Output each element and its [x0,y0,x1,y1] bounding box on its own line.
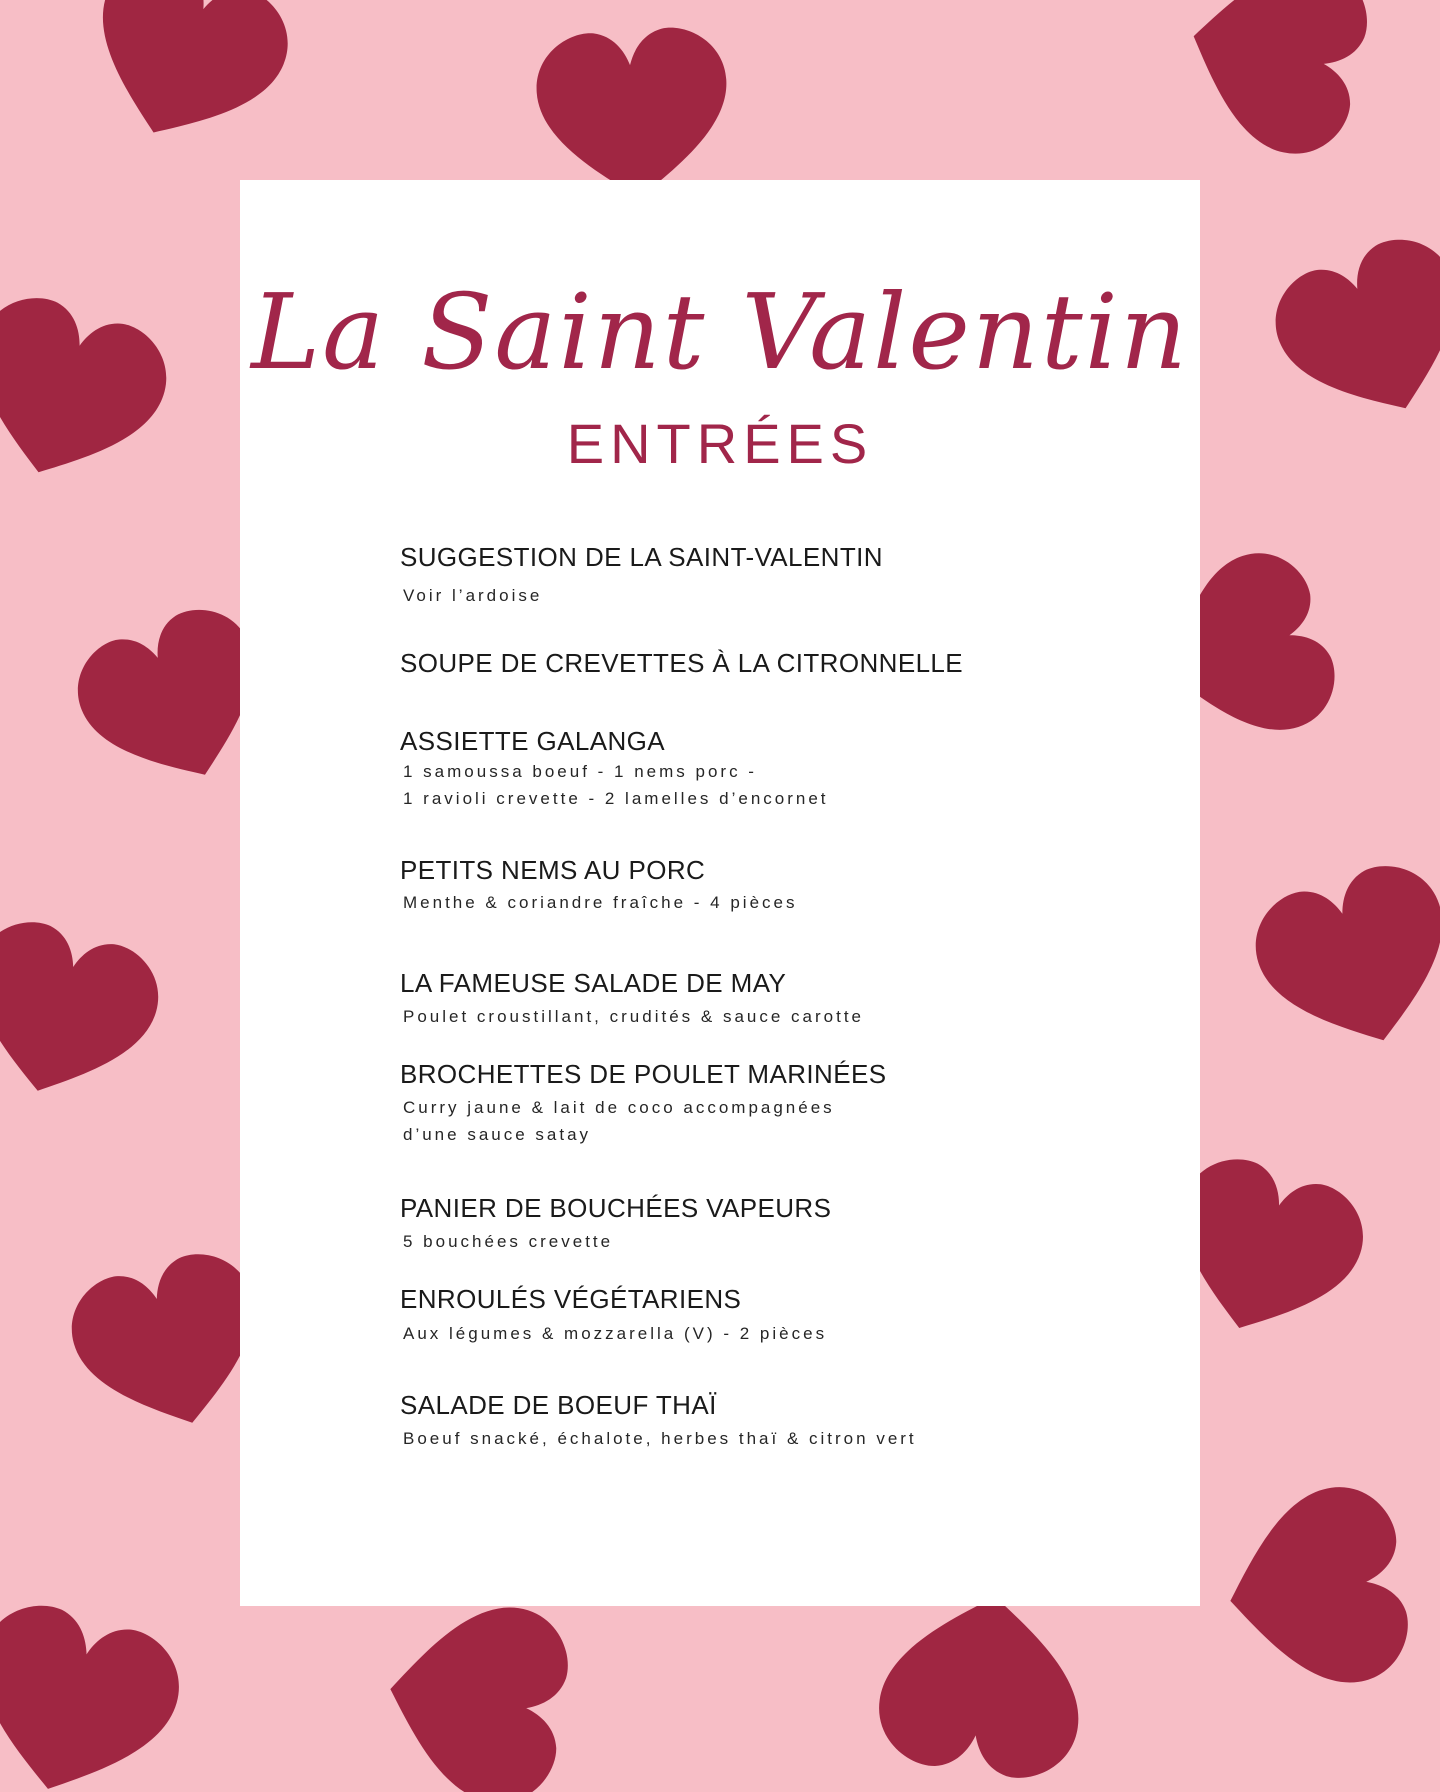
heart-icon [0,909,171,1116]
menu-item-description: Boeuf snacké, échalote, herbes thaï & citron vert [403,1429,917,1448]
heart-icon [1174,0,1377,164]
menu-item-name: SOUPE DE CREVETTES À LA CITRONNELLE [400,648,964,678]
menu-item-description: Poulet croustillant, crudités & sauce carotte [403,1007,864,1026]
menu-item-name: PANIER DE BOUCHÉES VAPEURS [400,1193,832,1223]
heart-icon [377,1592,576,1792]
heart-icon [0,1592,193,1792]
menu-item-name: PETITS NEMS AU PORC [400,855,706,885]
heart-icon [1217,1480,1416,1698]
heart-icon [872,1583,1095,1786]
heart-icon [0,283,181,501]
menu-title: La Saint Valentin [251,271,1189,393]
heart-icon [1259,223,1440,442]
heart-icon [65,0,304,168]
menu-item-description: Curry jaune & lait de coco accompagnées [403,1098,835,1117]
section-title: ENTRÉES [566,412,874,475]
menu-item-description: Aux légumes & mozzarella (V) - 2 pièces [403,1324,828,1343]
menu-item-description: d’une sauce satay [403,1125,592,1144]
menu-item-name: SUGGESTION DE LA SAINT-VALENTIN [400,542,883,572]
heart-icon [533,24,734,204]
menu-card [240,180,1200,1606]
menu-item-description: 1 samoussa boeuf - 1 nems porc - [403,762,757,781]
menu-item-description: 1 ravioli crevette - 2 lamelles d’encornet [403,789,829,808]
menu-item-name: ASSIETTE GALANGA [400,726,666,756]
menu-item-description: 5 bouchées crevette [403,1232,614,1251]
menu-item-description: Voir l’ardoise [403,586,543,605]
heart-icon [1241,851,1440,1069]
menu-item-name: SALADE DE BOEUF THAÏ [400,1390,717,1420]
menu-item-description: Menthe & coriandre fraîche - 4 pièces [403,893,798,912]
menu-item-name: LA FAMEUSE SALADE DE MAY [400,968,787,998]
menu-item-name: ENROULÉS VÉGÉTARIENS [400,1284,742,1314]
menu-item-name: BROCHETTES DE POULET MARINÉES [400,1059,887,1089]
